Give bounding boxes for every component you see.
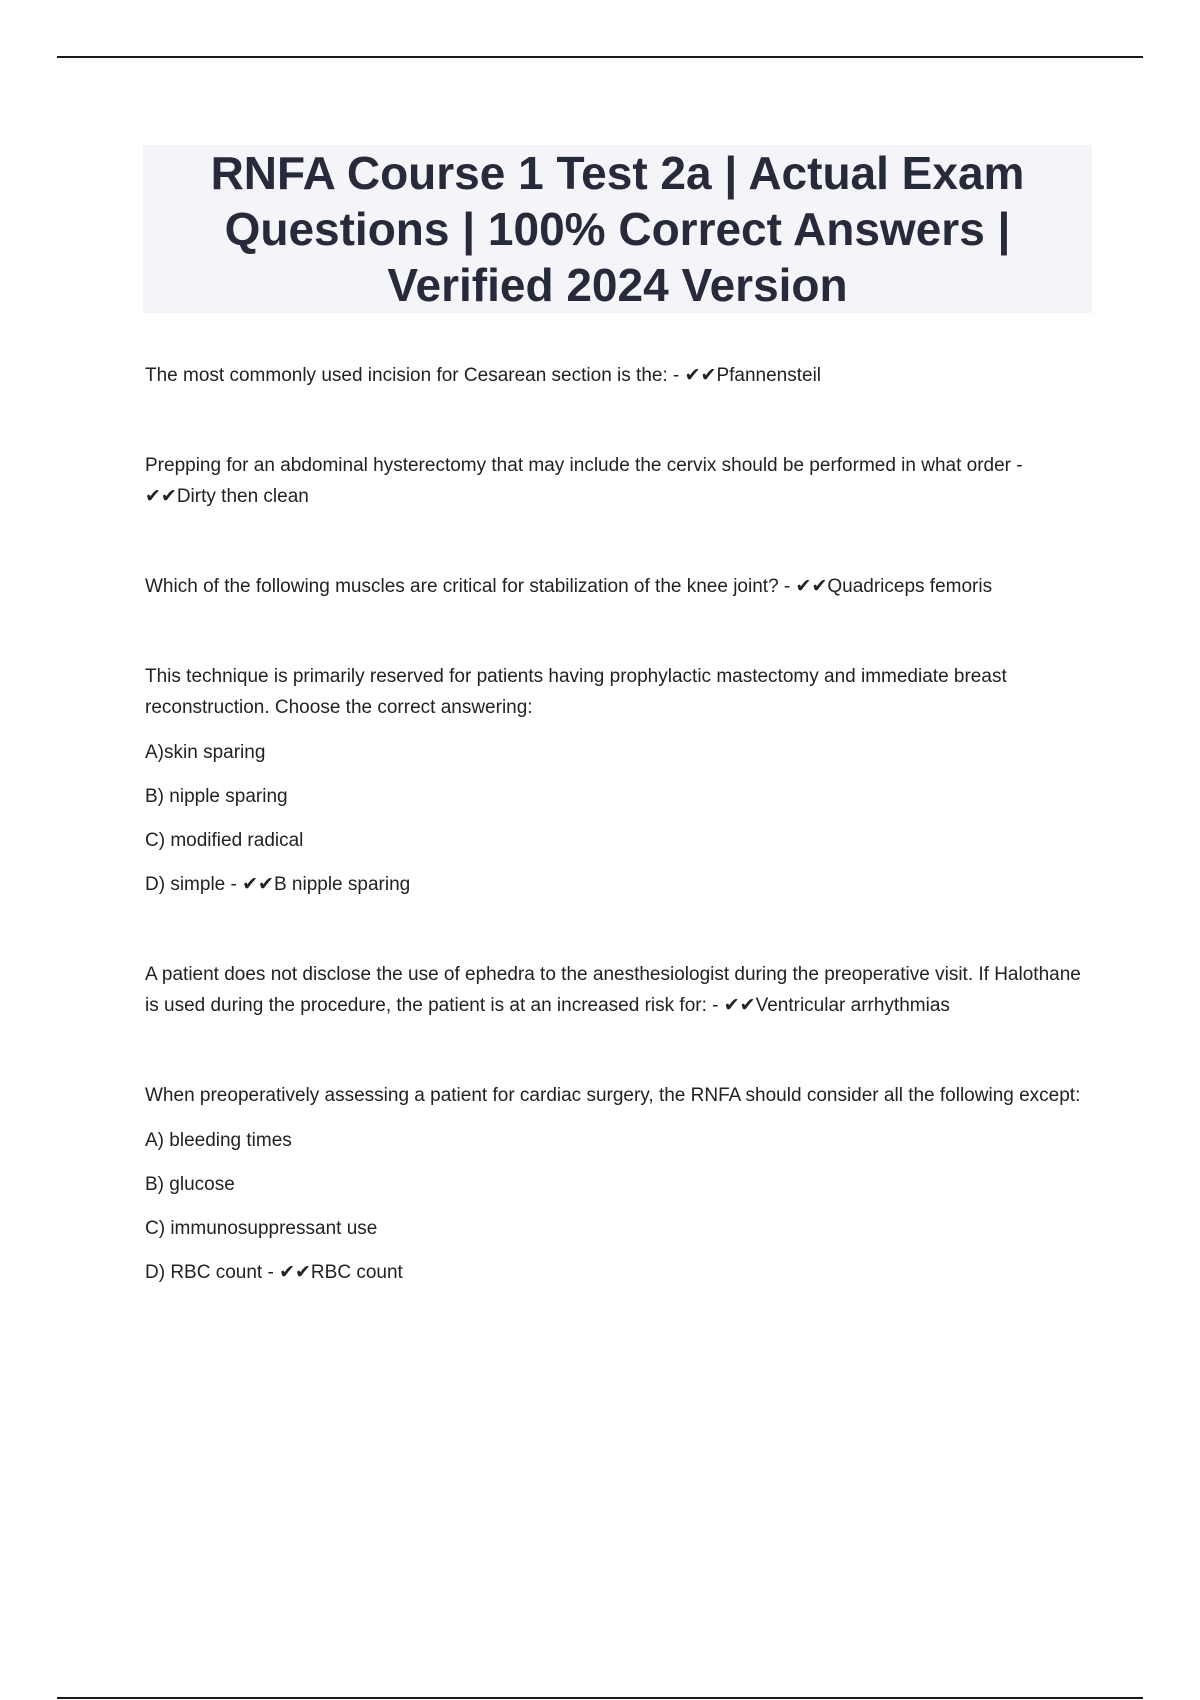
title-banner — [143, 145, 1092, 313]
bottom-divider — [57, 1697, 1143, 1699]
question-2: Prepping for an abdominal hysterectomy that may include the cervix should be performed in what order - ✔✔Dirty then clean — [145, 455, 1023, 507]
page-title: RNFA Course 1 Test 2a | Actual Exam Questions | 100% Correct Answers | Verified 2024 Version — [210, 147, 1025, 311]
question-4-option-c: C) modified radical — [145, 830, 304, 851]
question-4: This technique is primarily reserved for patients having prophylactic mastectomy and immediate breast reconstruction. Choose the correct answering: — [145, 666, 1007, 718]
question-4-option-d: D) simple - ✔✔B nipple sparing — [145, 874, 411, 895]
question-3: Which of the following muscles are critical for stabilization of the knee joint? - ✔✔Quadriceps femoris — [145, 576, 993, 597]
question-4-option-a: A)skin sparing — [145, 742, 266, 763]
question-5: A patient does not disclose the use of ephedra to the anesthesiologist during the preoperative visit. If Halothane is used during the procedure, the patient is at an increased risk for: - ✔✔Ventricular arrhythmias — [145, 964, 1081, 1016]
question-6-option-a: A) bleeding times — [145, 1130, 292, 1151]
question-4-option-b: B) nipple sparing — [145, 786, 288, 807]
question-1: The most commonly used incision for Cesarean section is the: - ✔✔Pfannensteil — [145, 365, 822, 386]
question-6-option-d: D) RBC count - ✔✔RBC count — [145, 1262, 403, 1283]
question-6: When preoperatively assessing a patient for cardiac surgery, the RNFA should consider all the following except: — [145, 1085, 1081, 1106]
question-6-option-b: B) glucose — [145, 1174, 235, 1195]
top-divider — [57, 56, 1143, 58]
question-6-option-c: C) immunosuppressant use — [145, 1218, 378, 1239]
question-list — [145, 360, 1090, 1288]
